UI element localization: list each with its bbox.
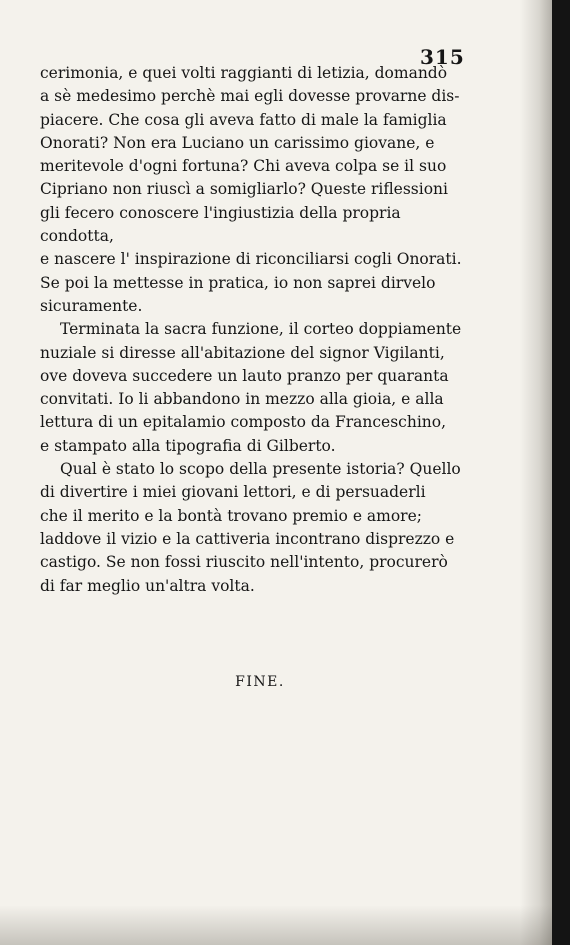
scan-border bbox=[552, 0, 570, 945]
page-bottom-shadow bbox=[0, 905, 552, 945]
page-edge-shadow bbox=[520, 0, 552, 945]
paragraph-wedding-procession: Terminata la sacra funzione, il corteo doppiamente nuziale si diresse all'abitazione del signor Vigilanti, ove doveva succedere un lauto pranzo per quaranta convitati. Io li abbandono in mezzo alla gioia, e alla lettura di un epitalamio composto da Franceschino, e stampato alla tipografia di Gilberto. bbox=[40, 320, 462, 455]
paragraph-continuation: cerimonia, e quei volti raggianti di letizia, domandò a sè medesimo perchè mai egli dovesse provarne dis- piacere. Che cosa gli aveva fatto di male la famiglia Onorati? Non era Luciano un carissimo giovane, e meritevole d'ogni fortuna? Chi aveva colpa se il suo Cipriano non riuscì a somigliarlo? Queste riflessioni gli fecero conoscere l'ingiustizia della propria condotta, e nascere l' inspirazione di riconciliarsi cogli Onorati. Se poi la mettesse in pratica, io non saprei dirvelo sicuramente. bbox=[40, 64, 462, 315]
end-mark: FINE. bbox=[235, 674, 285, 690]
body-text bbox=[40, 62, 475, 598]
paragraph-moral: Qual è stato lo scopo della presente istoria? Quello di divertire i miei giovani lettori, e di persuaderli che il merito e la bontà trovano premio e amore; laddove il vizio e la cattiveria incontrano disprezzo e castigo. Se non fossi riuscito nell'intento, procurerò di far meglio un'altra volta. bbox=[40, 460, 461, 595]
page-number: 315 bbox=[420, 45, 465, 69]
